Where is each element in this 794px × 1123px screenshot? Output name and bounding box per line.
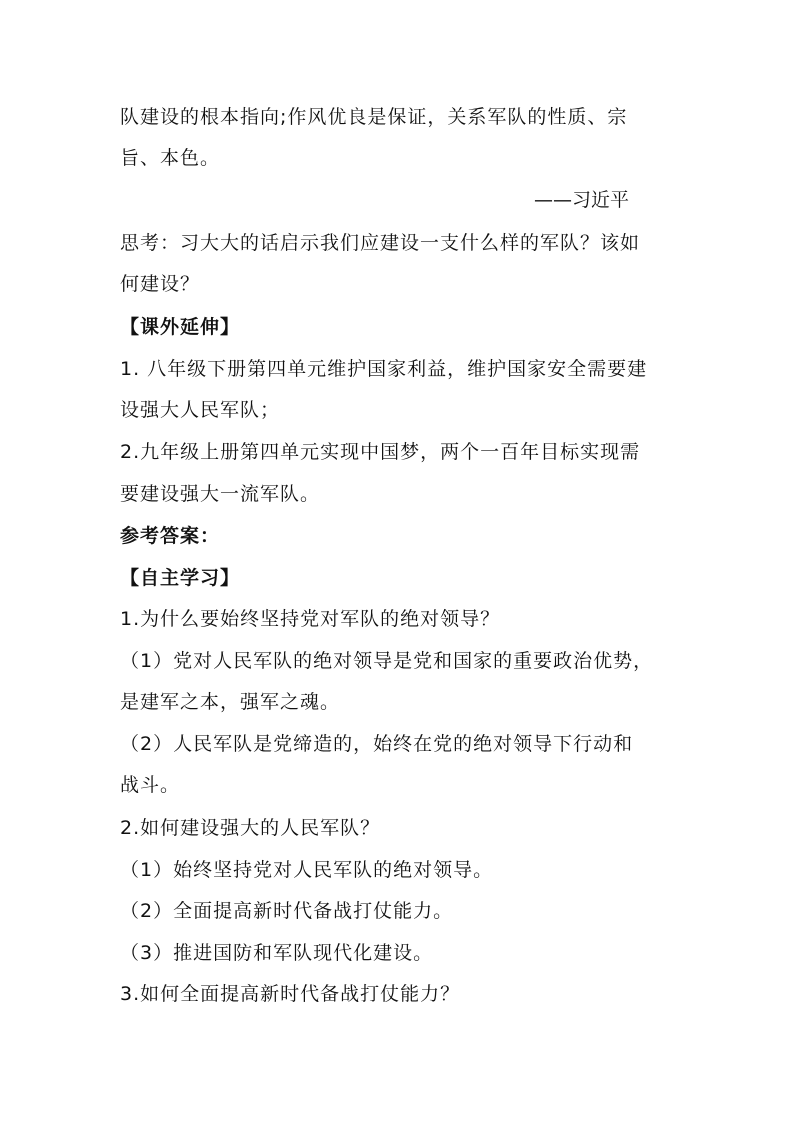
question-2-answer-2: （2）全面提高新时代备战打仗能力。 bbox=[120, 900, 454, 922]
quote-line-2: 旨、本色。 bbox=[120, 147, 221, 169]
question-2: 2.如何建设强大的人民军队？ bbox=[120, 817, 381, 839]
question-1-answer-1-line-1: （1）党对人民军队的绝对领导是党和国家的重要政治优势， bbox=[120, 650, 654, 672]
question-1: 1.为什么要始终坚持党对军队的绝对领导？ bbox=[120, 608, 501, 630]
quote-line-1: 队建设的根本指向;作风优良是保证，关系军队的性质、宗 bbox=[120, 106, 628, 128]
extension-item-2-line-2: 要建设强大一流军队。 bbox=[120, 483, 321, 505]
answers-heading: 参考答案： bbox=[120, 525, 221, 547]
question-1-answer-2-line-1: （2）人民军队是党缔造的，始终在党的绝对领导下行动和 bbox=[120, 733, 634, 755]
quote-signature: ——习近平 bbox=[534, 189, 630, 211]
think-question-line-1: 思考：习大大的话启示我们应建设一支什么样的军队？该如 bbox=[120, 232, 641, 254]
question-2-answer-3: （3）推进国防和军队现代化建设。 bbox=[120, 942, 434, 964]
extension-heading: 【课外延伸】 bbox=[120, 316, 241, 338]
question-2-answer-1: （1）始终坚持党对人民军队的绝对领导。 bbox=[120, 859, 494, 881]
self-study-heading: 【自主学习】 bbox=[120, 567, 241, 589]
extension-item-2-line-1: 2.九年级上册第四单元实现中国梦，两个一百年目标实现需 bbox=[120, 441, 641, 463]
question-1-answer-2-line-2: 战斗。 bbox=[120, 774, 181, 796]
extension-item-1-line-1: 1. 八年级下册第四单元维护国家利益，维护国家安全需要建 bbox=[120, 358, 648, 380]
question-3: 3.如何全面提高新时代备战打仗能力？ bbox=[120, 983, 461, 1005]
extension-item-1-line-2: 设强大人民军队； bbox=[120, 399, 281, 421]
question-1-answer-1-line-2: 是建军之本，强军之魂。 bbox=[120, 691, 341, 713]
think-question-line-2: 何建设？ bbox=[120, 273, 201, 295]
